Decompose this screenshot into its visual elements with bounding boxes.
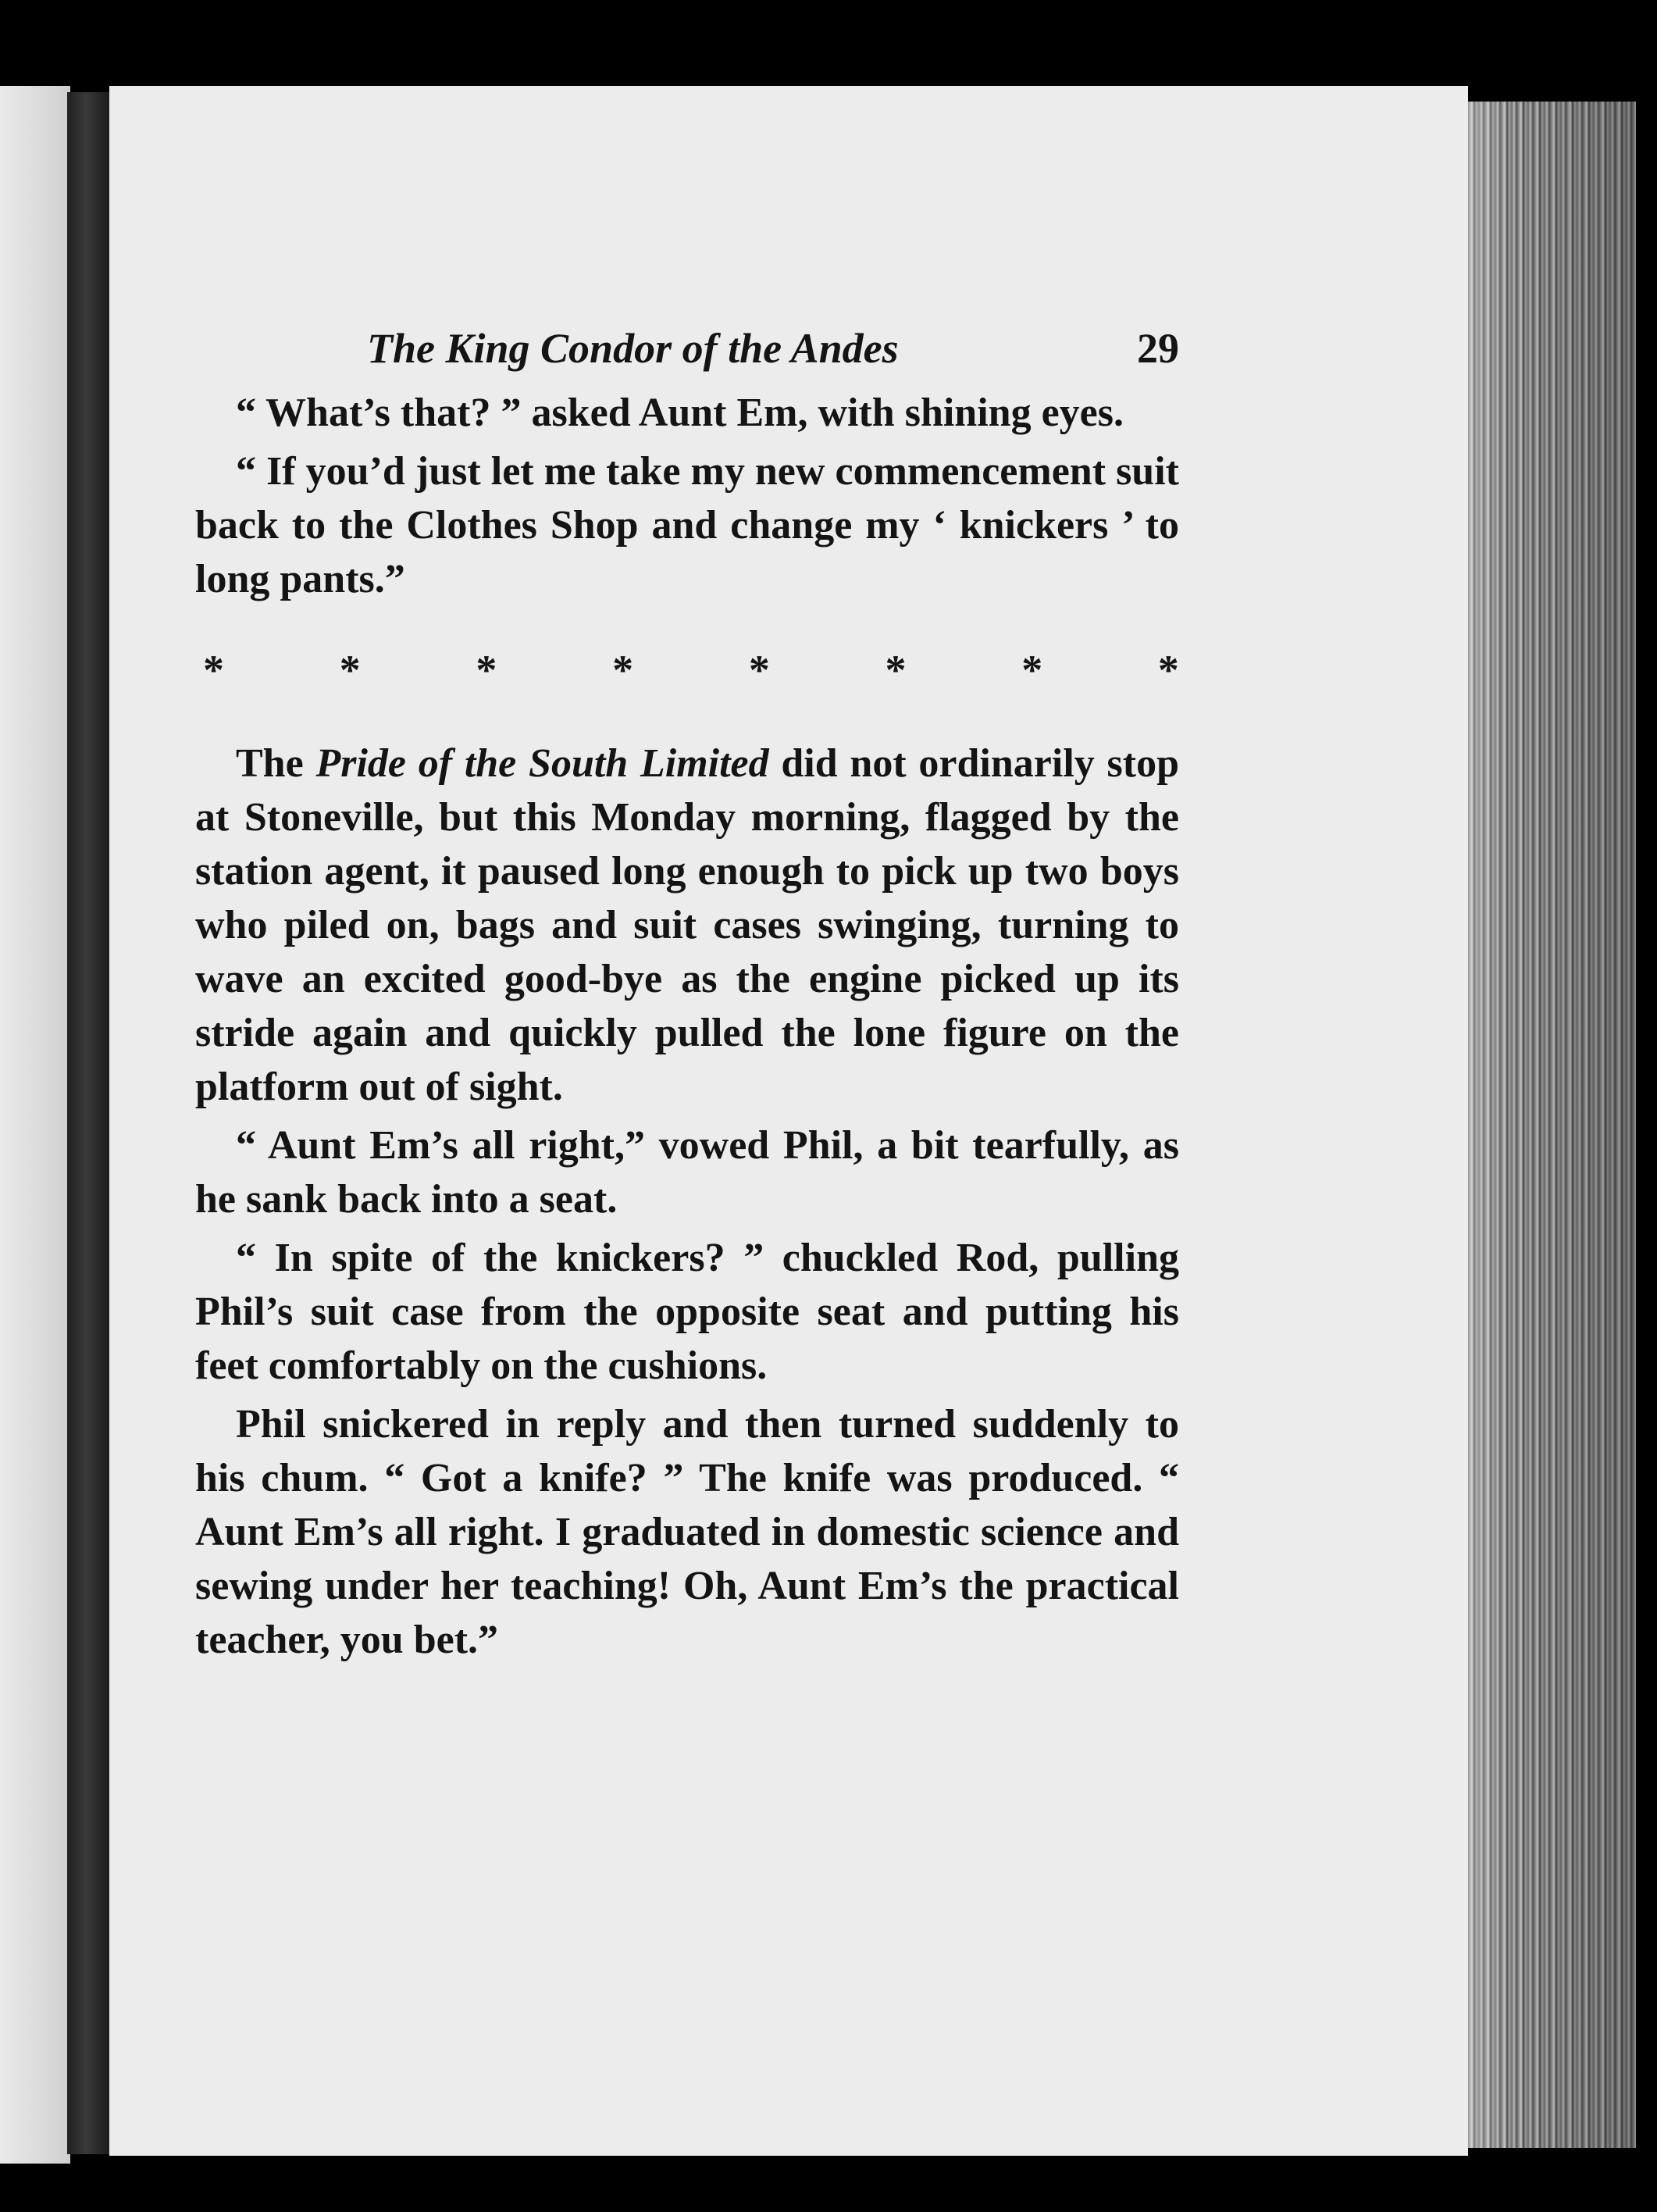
running-title: The King Condor of the Andes — [367, 325, 899, 372]
paragraph-suit: “ If you’d just let me take my new commencement suit back to the Clothes Shop and change my ‘ knickers ’ to long pants.” — [195, 449, 1179, 601]
page-number: 29 — [1137, 325, 1179, 372]
paragraph-aunt-em: “ Aunt Em’s all right,” vowed Phil, a bit tearfully, as he sank back into a seat. — [195, 1123, 1179, 1222]
section-break — [203, 644, 1179, 697]
asterisk: * — [339, 647, 361, 694]
paragraph-train — [195, 737, 1179, 1114]
page-block-shading — [1460, 102, 1636, 2148]
asterisk: * — [612, 647, 634, 694]
book-gutter — [67, 92, 114, 2154]
page-text — [195, 312, 1179, 1671]
paragraph-knife: Phil snickered in reply and then turned suddenly to his chum. “ Got a knife? ” The knife was produced. “ Aunt Em’s all right. I graduated in domestic science and sewing under her teaching! Oh, Aunt Em’s the practical teacher, you bet.” — [195, 1402, 1179, 1662]
asterisk: * — [476, 647, 497, 694]
asterisk: * — [203, 647, 224, 694]
asterisk: * — [1021, 647, 1043, 694]
asterisk: * — [1157, 647, 1179, 694]
asterisk: * — [885, 647, 907, 694]
asterisk: * — [748, 647, 770, 694]
train-lead: The — [236, 741, 316, 786]
paragraph-knickers: “ In spite of the knickers? ” chuckled Rod, pulling Phil’s suit case from the opposite seat and putting his feet comfortably on the cushions. — [195, 1236, 1179, 1388]
train-rest: did not ordinarily stop at Stoneville, but this Monday morning, flagged by the station agent, it paused long enough to pick up two boys who piled on, bags and suit cases swinging, turning to wave an excited good-bye as the engine picked up its stride again and quickly pulled the lone figure on the platform out of sight. — [195, 741, 1179, 1109]
train-name: Pride of the South Limited — [315, 741, 769, 786]
paragraph-whats-that: “ What’s that? ” asked Aunt Em, with shining eyes. — [236, 391, 1124, 435]
running-head — [195, 312, 1179, 383]
facing-page-sliver — [0, 86, 70, 2164]
